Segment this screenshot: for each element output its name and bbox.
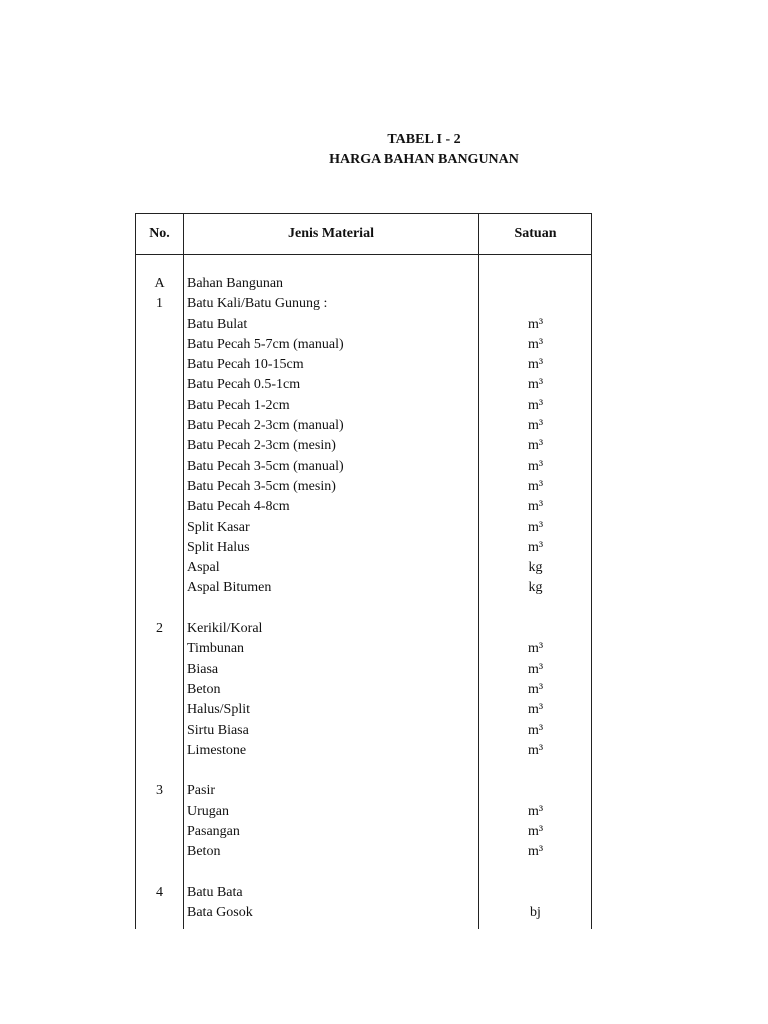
table-row — [136, 599, 593, 619]
table-row — [136, 680, 593, 700]
header-divider — [136, 254, 591, 255]
row-unit: m³ — [527, 803, 544, 819]
row-material: Biasa — [187, 661, 219, 677]
row-material: Kerikil/Koral — [187, 621, 263, 637]
table-row — [136, 518, 593, 538]
row-material: Batu Pecah 2-3cm (mesin) — [187, 438, 336, 454]
table-row — [136, 355, 593, 375]
table-row — [136, 436, 593, 456]
row-unit: m³ — [527, 722, 544, 738]
row-material: Aspal — [187, 560, 220, 576]
row-unit: m³ — [527, 397, 544, 413]
table-row — [136, 375, 593, 395]
table-row — [136, 842, 593, 862]
row-material: Batu Pecah 5-7cm (manual) — [187, 336, 344, 352]
table-row — [136, 558, 593, 578]
row-material: Batu Bulat — [187, 316, 248, 332]
table-row — [136, 457, 593, 477]
row-material: Urugan — [187, 803, 229, 819]
table-row — [136, 396, 593, 416]
row-material: Split Halus — [187, 539, 250, 555]
row-material: Batu Kali/Batu Gunung : — [187, 296, 328, 312]
table-row — [136, 274, 593, 294]
row-unit: m³ — [527, 377, 544, 393]
row-unit: m³ — [527, 519, 544, 535]
table-row — [136, 315, 593, 335]
table-row — [136, 639, 593, 659]
row-number: 3 — [156, 783, 163, 799]
row-unit: m³ — [527, 357, 544, 373]
row-material: Batu Pecah 3-5cm (manual) — [187, 458, 344, 474]
row-material: Pasir — [187, 783, 215, 799]
row-unit: m³ — [527, 661, 544, 677]
row-unit: m³ — [527, 824, 544, 840]
row-unit: m³ — [527, 458, 544, 474]
table-row — [136, 903, 593, 923]
row-material: Batu Pecah 3-5cm (mesin) — [187, 478, 336, 494]
table-row — [136, 863, 593, 883]
table-row — [136, 497, 593, 517]
row-material: Batu Pecah 2-3cm (manual) — [187, 418, 344, 434]
row-material: Timbunan — [187, 641, 245, 657]
table-body — [136, 274, 593, 924]
table-row — [136, 335, 593, 355]
row-unit: m³ — [527, 499, 544, 515]
table-row — [136, 822, 593, 842]
row-unit: m³ — [527, 539, 544, 555]
table-row — [136, 700, 593, 720]
row-material: Beton — [187, 844, 221, 860]
row-unit: kg — [528, 580, 543, 596]
row-material: Aspal Bitumen — [187, 580, 272, 596]
row-number: 1 — [156, 296, 163, 312]
table-row — [136, 883, 593, 903]
table-row — [136, 538, 593, 558]
table-row — [136, 802, 593, 822]
header-no: No. — [149, 226, 170, 241]
material-price-table — [135, 213, 592, 929]
row-material: Batu Bata — [187, 884, 243, 900]
table-row — [136, 660, 593, 680]
table-row — [136, 781, 593, 801]
table-row — [136, 721, 593, 741]
row-unit: m³ — [527, 316, 544, 332]
table-row — [136, 477, 593, 497]
table-row — [136, 416, 593, 436]
row-material: Batu Pecah 1-2cm — [187, 397, 290, 413]
row-unit: bj — [530, 905, 541, 921]
table-row — [136, 578, 593, 598]
row-unit: kg — [528, 560, 543, 576]
row-material: Batu Pecah 0.5-1cm — [187, 377, 301, 393]
row-material: Bahan Bangunan — [187, 276, 284, 291]
table-row — [136, 741, 593, 761]
row-material: Bata Gosok — [187, 905, 253, 921]
row-material: Batu Pecah 10-15cm — [187, 357, 304, 373]
row-unit: m³ — [527, 844, 544, 860]
row-material: Batu Pecah 4-8cm — [187, 499, 290, 515]
row-material: Limestone — [187, 742, 247, 758]
header-unit: Satuan — [514, 226, 557, 241]
row-unit: m³ — [527, 418, 544, 434]
row-material: Pasangan — [187, 824, 240, 840]
row-unit: m³ — [527, 438, 544, 454]
row-unit: m³ — [527, 641, 544, 657]
row-unit: m³ — [527, 478, 544, 494]
row-unit: m³ — [527, 702, 544, 718]
table-row — [136, 294, 593, 314]
row-material: Split Kasar — [187, 519, 250, 535]
row-unit: m³ — [527, 336, 544, 352]
row-material: Beton — [187, 681, 221, 697]
table-row — [136, 761, 593, 781]
row-material: Sirtu Biasa — [187, 722, 249, 738]
table-row — [136, 619, 593, 639]
row-unit: m³ — [527, 742, 544, 758]
table-subtitle: HARGA BAHAN BANGUNAN — [329, 152, 519, 167]
table-title: TABEL I - 2 — [387, 132, 461, 147]
row-number: A — [154, 276, 165, 291]
header-material: Jenis Material — [288, 226, 374, 241]
row-number: 4 — [156, 884, 163, 900]
row-unit: m³ — [527, 681, 544, 697]
row-number: 2 — [156, 621, 163, 637]
row-material: Halus/Split — [187, 702, 251, 718]
